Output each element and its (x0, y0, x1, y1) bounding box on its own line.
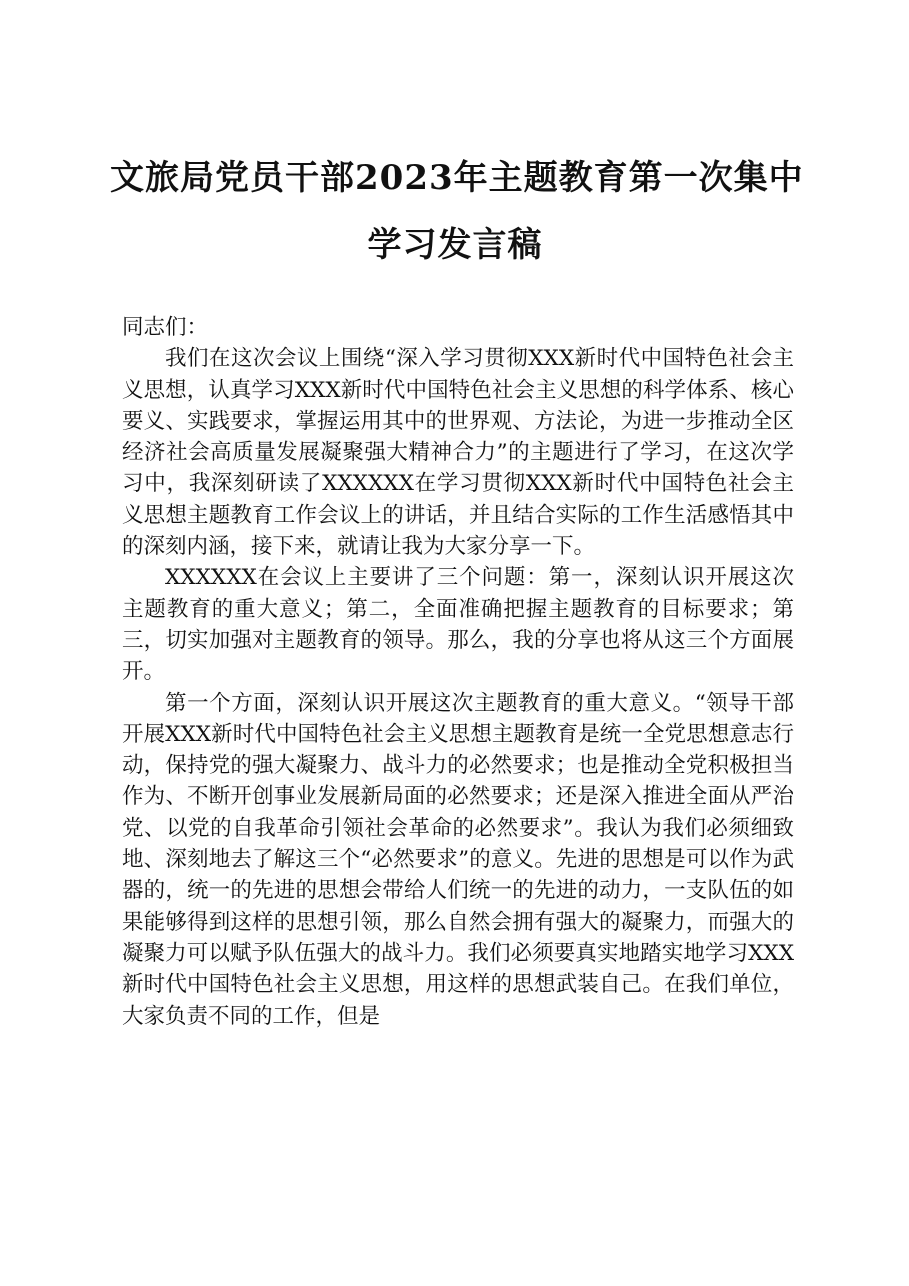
salutation: 同志们： (122, 315, 209, 340)
paragraph-3: 第一个方面，深刻认识开展这次主题教育的重大意义。“领导干部开展XXX新时代中国特色社会主义思想主题教育是统一全党思想意志行动，保持党的强大凝聚力、战斗力的必然要求；也是推动全党积极担当作为、不断开创事业发展新局面的必然要求；还是深入推进全面从严治党、以党的自我革命引领社会革命的必然要求”。我认为我们必须细致地、深刻地去了解这三个“必然要求”的意义。先进的思想是可以作为武器的，统一的先进的思想会带给人们统一的先进的动力，一支队伍的如果能够得到这样的思想引领，那么自然会拥有强大的凝聚力，而强大的凝聚力可以赋予队伍强大的战斗力。我们必须要真实地踏实地学习XXX新时代中国特色社会主义思想，用这样的思想武装自己。在我们单位，大家负责不同的工作，但是 (122, 690, 794, 1029)
paragraph-1: 我们在这次会议上围绕“深入学习贯彻XXX新时代中国特色社会主义思想，认真学习XXX新时代中国特色社会主义思想的科学体系、核心要义、实践要求，掌握运用其中的世界观、方法论，为进一步推动全区经济社会高质量发展凝聚强大精神合力”的主题进行了学习，在这次学习中，我深刻研读了XXXXXX在学习贯彻XXX新时代中国特色社会主义思想主题教育工作会议上的讲话，并且结合实际的工作生活感悟其中的深刻内涵，接下来，就请让我为大家分享一下。 (122, 346, 794, 560)
document-title-line-2: 学习发言稿 (367, 225, 543, 265)
paragraph-2: XXXXXX在会议上主要讲了三个问题：第一，深刻认识开展这次主题教育的重大意义；第二，全面准确把握主题教育的目标要求；第三，切实加强对主题教育的领导。那么，我的分享也将从这三个方面展开。 (122, 565, 794, 685)
document-body (122, 312, 794, 1032)
document-title-line-1: 文旅局党员干部2023年主题教育第一次集中 (110, 158, 804, 198)
